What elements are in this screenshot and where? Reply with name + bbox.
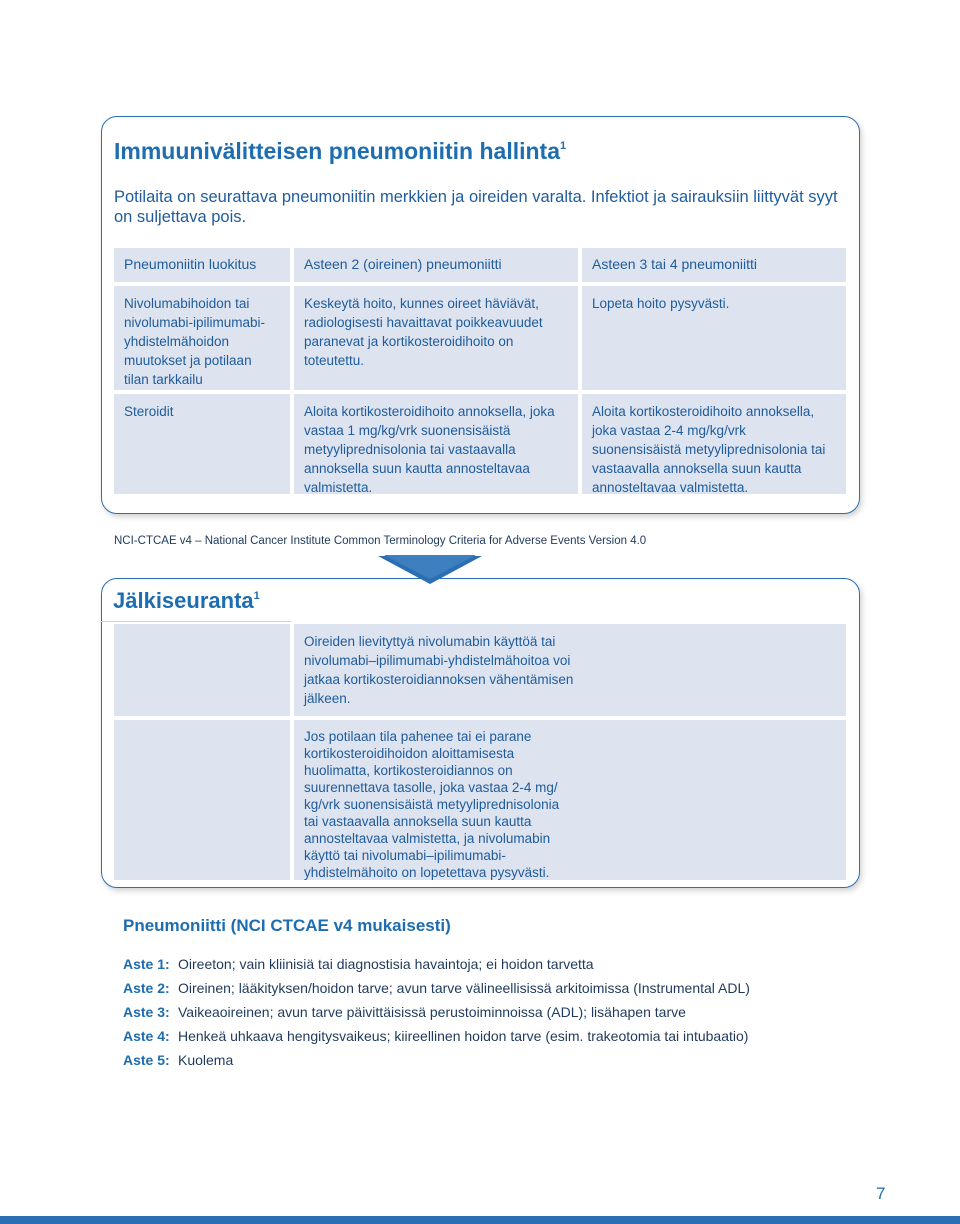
header-classification: Pneumoniitin luokitus [114,248,290,282]
header-grade2: Asteen 2 (oireinen) pneumoniitti [294,248,578,282]
management-title: Immuunivälitteisen pneumoniitin hallinta$^1$ [114,138,567,164]
row-label-steroids: Steroidit [114,394,290,494]
management-intro: Potilaita on seurattava pneumoniitin merkkien ja oireiden varalta. Infektiot ja sairauksiin liittyvät syyt on suljettava pois. [114,188,838,226]
row2-grade34: Aloita kortikosteroidihoito annoksella, joka vastaa 2-4 mg/kg/vrk suonensisäistä metyyliprednisolonia tai vastaavalla annoksella suun kautta annosteltavaa valmistetta. [582,394,846,494]
grades-title: Pneumoniitti (NCI CTCAE v4 mukaisesti) [123,916,451,935]
followup-title: Jälkiseuranta$^1$ [113,588,260,613]
followup-blank-1 [114,624,290,716]
row1-grade34: Lopeta hoito pysyvästi. [582,286,846,390]
followup-blank-2 [114,720,290,880]
grade-row: Aste 4: Henkeä uhkaava hengitysvaikeus; kiireellinen hoidon tarve (esim. trakeotomia tai intubaatio) [123,1028,749,1044]
grade-row: Aste 1: Oireeton; vain kliinisiä tai diagnostisia havaintoja; ei hoidon tarvetta [123,956,594,972]
grade-row: Aste 3: Vaikeaoireinen; avun tarve päivittäisissä perustoiminnoissa (ADL); lisähapen tarve [123,1004,686,1020]
footnote: NCI-CTCAE v4 – National Cancer Institute Common Terminology Criteria for Adverse Events Version 4.0 [114,535,647,547]
header-grade34: Asteen 3 tai 4 pneumoniitti [582,248,846,282]
followup-item-1: Oireiden lievityttyä nivolumabin käyttöä tai nivolumabi–ipilimumabi-yhdistelmähoitoa voi jatkaa kortikosteroidiannoksen vähentämisen jälkeen. [294,624,846,716]
row2-grade2: Aloita kortikosteroidihoito annoksella, joka vastaa 1 mg/kg/vrk suonensisäistä metyyliprednisolonia tai vastaavalla annoksella suun kautta annosteltavaa valmistetta. [294,394,578,494]
row1-grade2: Keskeytä hoito, kunnes oireet häviävät, radiologisesti havaittavat poikkeavuudet paranevat ja kortikosteroidihoito on toteutettu. [294,286,578,390]
divider [101,621,291,622]
page-number: 7 [876,1184,886,1203]
grade-row: Aste 2: Oireinen; lääkityksen/hoidon tarve; avun tarve välineellisissä arkitoimissa (Instrumental ADL) [123,980,750,996]
followup-item-2: Jos potilaan tila pahenee tai ei parane kortikosteroidihoidon aloittamisesta huolimatta, kortikosteroidiannos on suurennettava tasolle, joka vastaa 2-4 mg/ kg/vrk suonensisäistä metyyliprednisolonia tai vastaavalla annoksella suun kautta annosteltavaa valmistetta, ja nivolumabin käyttö tai nivolumabi–ipilimumabi-yhdistelmähoito on lopetettava pysyvästi. [294,720,846,880]
grade-row: Aste 5: Kuolema [123,1052,234,1068]
bottom-bar [0,1216,960,1224]
row-label-treatment-changes: Nivolumabihoidon tai nivolumabi-ipilimumabi-yhdistelmähoidon muutokset ja potilaan tilan tarkkailu [114,286,290,390]
